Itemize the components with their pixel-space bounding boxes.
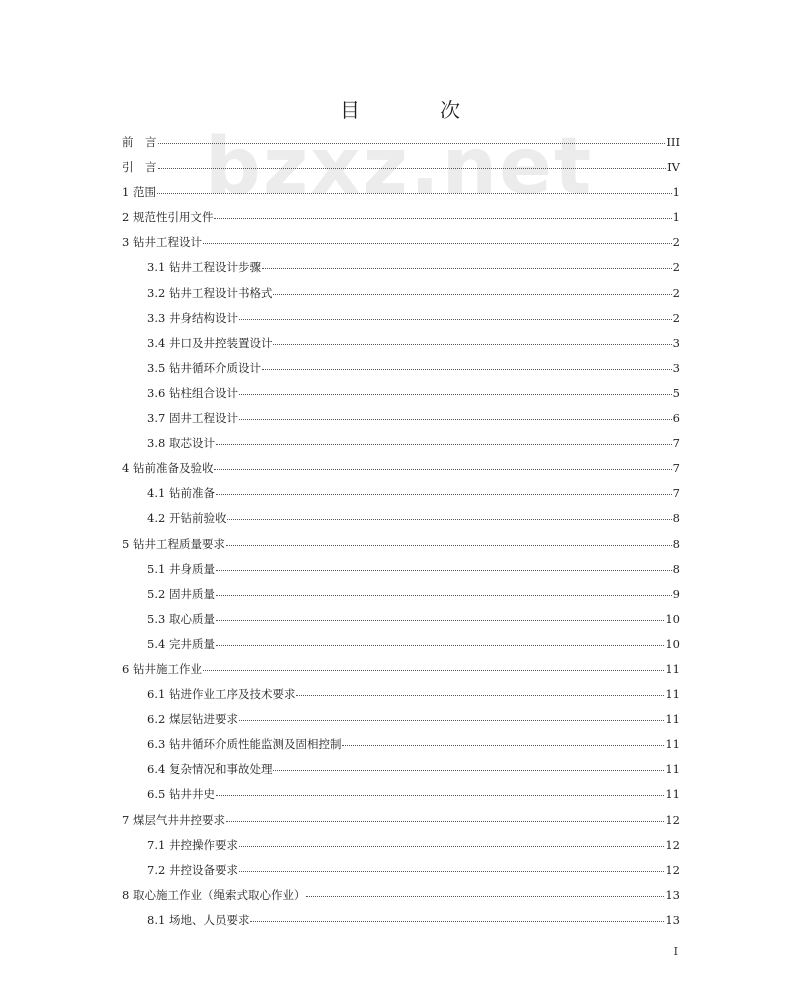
toc-entry-label: 4.2 开钻前验收 — [147, 511, 227, 526]
toc-entry[interactable] — [0, 307, 800, 332]
toc-line — [147, 284, 680, 302]
toc-entry[interactable] — [0, 231, 800, 256]
toc-entry-label: 3.8 取芯设计 — [147, 436, 215, 451]
dot-leader — [157, 182, 672, 194]
toc-entry[interactable] — [0, 633, 800, 658]
toc-entry-label: 3.2 钻井工程设计书格式 — [147, 285, 273, 300]
toc-entry[interactable] — [0, 457, 800, 482]
toc-line — [147, 861, 680, 879]
dot-leader — [214, 458, 671, 470]
toc-entry-label: 3.1 钻井工程设计步骤 — [147, 260, 261, 275]
toc-entry-label: 6.3 钻井循环介质性能监测及固相控制 — [147, 737, 342, 752]
dot-leader — [239, 835, 664, 847]
page-title: 目 次 — [340, 98, 490, 122]
toc-entry-label: 8.1 场地、人员要求 — [147, 912, 250, 927]
toc-entry-label: 7.1 井控操作要求 — [147, 837, 238, 852]
toc-line — [147, 560, 680, 578]
toc-entry[interactable] — [0, 683, 800, 708]
toc-entry[interactable] — [0, 382, 800, 407]
toc-entry[interactable] — [0, 708, 800, 733]
page-number: I — [673, 945, 678, 958]
toc-entry-label: 6.5 钻井井史 — [147, 787, 215, 802]
dot-leader — [203, 232, 672, 244]
toc-entry-label: 5 钻井工程质量要求 — [122, 536, 225, 551]
toc-entry[interactable] — [0, 834, 800, 859]
toc-line — [122, 886, 680, 904]
toc-entry-page: 11 — [665, 687, 680, 702]
dot-leader — [226, 810, 664, 822]
dot-leader — [342, 734, 664, 746]
toc-line — [147, 334, 680, 352]
toc-entry-label: 引 言 — [122, 160, 157, 175]
toc-entry-page: 11 — [665, 737, 680, 752]
toc-entry[interactable] — [0, 256, 800, 281]
dot-leader — [239, 308, 672, 320]
dot-leader — [250, 910, 664, 922]
dot-leader — [239, 408, 672, 420]
dot-leader — [239, 709, 664, 721]
toc-line — [122, 208, 680, 226]
dot-leader — [216, 609, 664, 621]
toc-line — [147, 509, 680, 527]
toc-line — [122, 660, 680, 678]
dot-leader — [226, 534, 672, 546]
dot-leader — [216, 634, 664, 646]
toc-entry[interactable] — [0, 733, 800, 758]
toc-entry[interactable] — [0, 809, 800, 834]
toc-entry-label: 6.2 煤层钻进要求 — [147, 712, 238, 727]
toc-entry-page: 12 — [665, 837, 680, 852]
toc-entry[interactable] — [0, 181, 800, 206]
toc-entry-page: 8 — [672, 536, 680, 551]
dot-leader — [158, 157, 667, 169]
toc-entry-label: 5.2 固井质量 — [147, 586, 215, 601]
toc-entry-page: 13 — [665, 887, 680, 902]
toc-entry-page: 2 — [672, 310, 680, 325]
dot-leader — [216, 584, 672, 596]
toc-line — [122, 811, 680, 829]
toc-entry-label: 8 取心施工作业（绳索式取心作业） — [122, 887, 306, 902]
toc-line — [122, 459, 680, 477]
toc-line — [147, 434, 680, 452]
toc-entry-page: III — [666, 135, 680, 149]
toc-entry-label: 4 钻前准备及验收 — [122, 461, 214, 476]
toc-line — [147, 359, 680, 377]
dot-leader — [216, 784, 664, 796]
toc-entry[interactable] — [0, 608, 800, 633]
toc-entry-label: 6.1 钻进作业工序及技术要求 — [147, 687, 296, 702]
toc-entry[interactable] — [0, 282, 800, 307]
dot-leader — [216, 483, 672, 495]
toc-entry-page: 11 — [665, 661, 680, 676]
toc-entry[interactable] — [0, 884, 800, 909]
toc-entry-page: 13 — [665, 912, 680, 927]
dot-leader — [239, 860, 664, 872]
toc-entry-label: 6 钻井施工作业 — [122, 661, 202, 676]
toc-entry[interactable] — [0, 357, 800, 382]
toc-line — [147, 685, 680, 703]
toc-entry-page: 5 — [672, 385, 680, 400]
dot-leader — [227, 508, 671, 520]
toc-entry[interactable] — [0, 332, 800, 357]
toc-entry[interactable] — [0, 783, 800, 808]
toc-line — [147, 836, 680, 854]
toc-entry[interactable] — [0, 432, 800, 457]
toc-entry[interactable] — [0, 482, 800, 507]
toc-entry-page: 1 — [672, 210, 680, 225]
toc-entry[interactable] — [0, 909, 800, 934]
toc-entry[interactable] — [0, 758, 800, 783]
toc-entry-page: 2 — [672, 285, 680, 300]
toc-entry[interactable] — [0, 507, 800, 532]
toc-entry-page: 10 — [665, 636, 680, 651]
toc-line — [147, 760, 680, 778]
toc-entry-page: 7 — [672, 486, 680, 501]
toc-entry-page: 2 — [672, 235, 680, 250]
toc-line — [147, 309, 680, 327]
dot-leader — [306, 885, 664, 897]
toc-line — [147, 409, 680, 427]
toc-entry-page: 10 — [665, 611, 680, 626]
toc-entry-page: 1 — [672, 185, 680, 200]
toc-entry[interactable] — [0, 206, 800, 231]
toc-entry[interactable] — [0, 658, 800, 683]
dot-leader — [216, 433, 672, 445]
dot-leader — [203, 659, 664, 671]
toc-entry-page: 12 — [665, 862, 680, 877]
toc-entry-label: 7 煤层气井井控要求 — [122, 812, 225, 827]
toc-entry-page: 11 — [665, 762, 680, 777]
toc-line — [147, 735, 680, 753]
toc-entry-label: 3.6 钻柱组合设计 — [147, 385, 238, 400]
toc-entry-label: 1 范围 — [122, 185, 156, 200]
toc-entry[interactable] — [0, 583, 800, 608]
toc-line — [147, 911, 680, 929]
toc-entry-label: 3.4 井口及井控装置设计 — [147, 335, 273, 350]
toc-entry-page: 9 — [672, 586, 680, 601]
toc-entry-label: 5.4 完井质量 — [147, 636, 215, 651]
toc-entry-page: 7 — [672, 461, 680, 476]
toc-entry-page: 11 — [665, 712, 680, 727]
toc-entry-label: 3.5 钻井循环介质设计 — [147, 360, 261, 375]
toc-line — [122, 233, 680, 251]
dot-leader — [273, 759, 664, 771]
toc-entry[interactable] — [0, 156, 800, 181]
dot-leader — [262, 257, 672, 269]
toc-line — [122, 183, 680, 201]
toc-entry-page: 3 — [672, 335, 680, 350]
toc-entry-page: 2 — [672, 260, 680, 275]
dot-leader — [273, 333, 671, 345]
table-of-contents — [0, 131, 800, 934]
dot-leader — [158, 132, 666, 144]
dot-leader — [214, 207, 671, 219]
dot-leader — [273, 283, 671, 295]
dot-leader — [262, 358, 672, 370]
toc-entry-label: 5.1 井身质量 — [147, 561, 215, 576]
toc-line — [147, 585, 680, 603]
toc-line — [147, 610, 680, 628]
toc-entry-page: 11 — [665, 787, 680, 802]
toc-line — [122, 133, 680, 151]
toc-line — [147, 384, 680, 402]
toc-entry-page: 8 — [672, 561, 680, 576]
toc-entry[interactable] — [0, 558, 800, 583]
toc-entry-page: 7 — [672, 436, 680, 451]
toc-entry-label: 5.3 取心质量 — [147, 611, 215, 626]
toc-entry-page: 6 — [672, 411, 680, 426]
toc-entry-page: 12 — [665, 812, 680, 827]
toc-entry-label: 前 言 — [122, 135, 157, 149]
toc-entry-label: 2 规范性引用文件 — [122, 210, 214, 225]
toc-line — [147, 635, 680, 653]
toc-line — [147, 785, 680, 803]
toc-entry-label: 3.7 固井工程设计 — [147, 411, 238, 426]
toc-entry[interactable] — [0, 131, 800, 156]
toc-entry[interactable] — [0, 533, 800, 558]
toc-line — [122, 158, 680, 176]
toc-line — [147, 484, 680, 502]
dot-leader — [216, 559, 672, 571]
dot-leader — [296, 684, 664, 696]
toc-entry-label: 4.1 钻前准备 — [147, 486, 215, 501]
toc-line — [122, 535, 680, 553]
toc-entry[interactable] — [0, 859, 800, 884]
toc-line — [147, 710, 680, 728]
watermark: bzxz.net — [205, 122, 594, 212]
toc-entry-label: 6.4 复杂情况和事故处理 — [147, 762, 273, 777]
toc-line — [147, 258, 680, 276]
toc-entry-label: 3.3 井身结构设计 — [147, 310, 238, 325]
toc-entry-label: 7.2 井控设备要求 — [147, 862, 238, 877]
toc-entry-page: 3 — [672, 360, 680, 375]
toc-entry-page: IV — [667, 160, 680, 175]
dot-leader — [239, 383, 672, 395]
toc-entry-label: 3 钻井工程设计 — [122, 235, 202, 250]
toc-entry-page: 8 — [672, 511, 680, 526]
toc-entry[interactable] — [0, 407, 800, 432]
